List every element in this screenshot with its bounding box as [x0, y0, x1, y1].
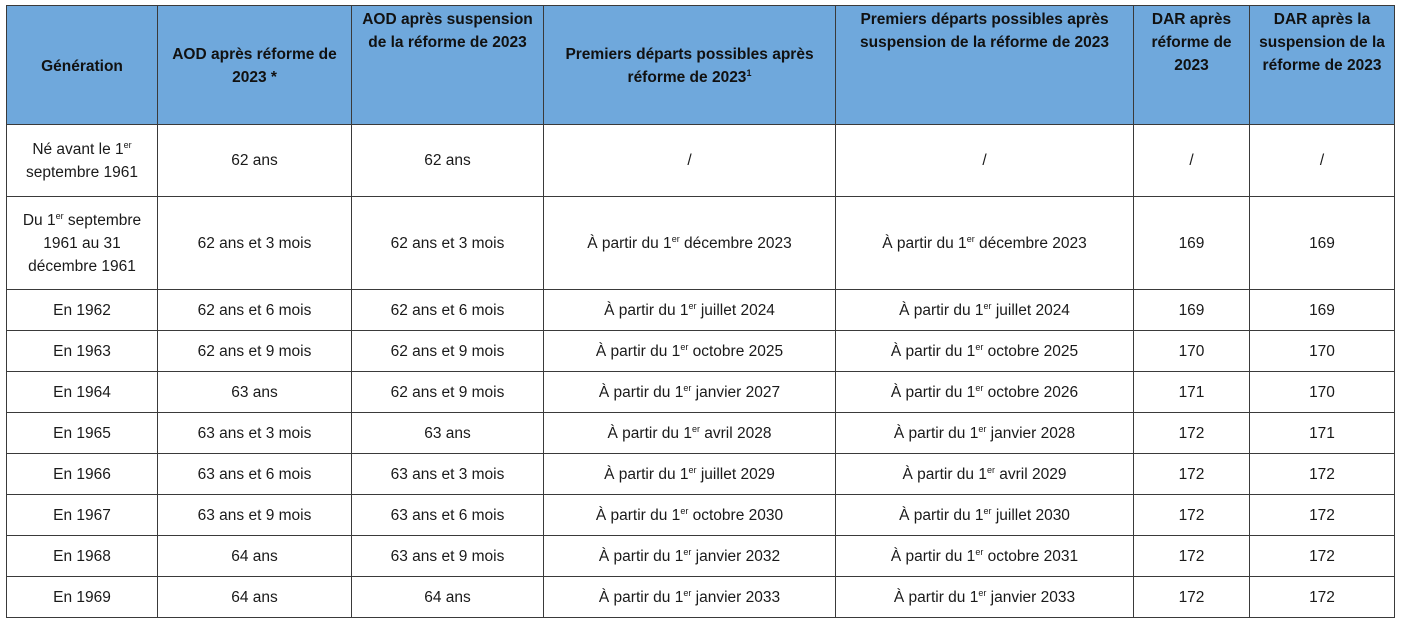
cell-departs-suspension	[836, 454, 1134, 495]
cell-departs-suspension	[836, 331, 1134, 372]
cell-text-sup: er	[966, 233, 975, 244]
cell-generation	[7, 577, 158, 618]
cell-generation	[7, 331, 158, 372]
table-body	[7, 125, 1395, 618]
cell-dar-suspension: 172	[1250, 454, 1395, 495]
cell-aod-reforme: 62 ans et 9 mois	[158, 331, 352, 372]
cell-departs-reforme	[544, 413, 836, 454]
cell-dar-suspension: /	[1250, 125, 1395, 197]
cell-text-post: décembre 2023	[679, 234, 792, 252]
cell-dar-reforme: 169	[1134, 290, 1250, 331]
cell-text-post: octobre 2025	[688, 342, 784, 360]
cell-text-pre: En 1963	[53, 342, 111, 360]
cell-aod-reforme: 63 ans et 6 mois	[158, 454, 352, 495]
cell-dar-reforme: 170	[1134, 331, 1250, 372]
cell-dar-suspension: 170	[1250, 331, 1395, 372]
cell-generation	[7, 125, 158, 197]
cell-dar-suspension: 169	[1250, 197, 1395, 290]
cell-text-pre: À partir du 1	[893, 424, 979, 442]
cell-text-pre: En 1962	[53, 301, 111, 319]
cell-dar-suspension: 171	[1250, 413, 1395, 454]
table-row	[7, 372, 1395, 413]
cell-departs-suspension	[836, 413, 1134, 454]
header-row	[7, 6, 1395, 125]
cell-text-pre: En 1968	[53, 547, 111, 565]
cell-text-pre: À partir du 1	[607, 424, 692, 442]
cell-text-sup: er	[975, 382, 984, 393]
cell-text-post: janvier 2028	[986, 424, 1076, 442]
table-row	[7, 197, 1395, 290]
cell-aod-reforme: 62 ans	[158, 125, 352, 197]
cell-departs-reforme	[544, 454, 836, 495]
cell-generation	[7, 197, 158, 290]
cell-generation	[7, 290, 158, 331]
cell-departs-reforme	[544, 197, 836, 290]
cell-text-post: octobre 2030	[688, 506, 784, 524]
footnote-marker: 1	[746, 67, 752, 78]
cell-aod-reforme: 63 ans	[158, 372, 352, 413]
cell-text-post: septembre 1961 au 31 décembre 1961	[28, 211, 142, 275]
table-row	[7, 536, 1395, 577]
cell-dar-suspension: 172	[1250, 495, 1395, 536]
cell-text-pre: En 1964	[53, 383, 111, 401]
cell-departs-reforme	[544, 577, 836, 618]
cell-text-pre: À partir du 1	[899, 506, 984, 524]
cell-dar-suspension: 172	[1250, 577, 1395, 618]
retirement-table	[6, 5, 1395, 618]
cell-text-pre: En 1965	[53, 424, 111, 442]
cell-aod-suspension: 62 ans et 3 mois	[352, 197, 544, 290]
cell-text-sup: er	[683, 546, 692, 557]
cell-dar-reforme: 172	[1134, 413, 1250, 454]
cell-text-pre: À partir du 1	[587, 234, 672, 252]
table-row	[7, 290, 1395, 331]
cell-aod-reforme: 64 ans	[158, 536, 352, 577]
header-dar-reforme: DAR après réforme de 2023	[1134, 6, 1250, 125]
cell-text-sup: er	[55, 210, 64, 221]
cell-aod-suspension: 63 ans et 9 mois	[352, 536, 544, 577]
cell-aod-suspension: 63 ans	[352, 413, 544, 454]
cell-text-sup: er	[691, 423, 700, 434]
cell-aod-reforme: 62 ans et 6 mois	[158, 290, 352, 331]
cell-text-post: avril 2028	[699, 424, 772, 442]
cell-departs-suspension	[836, 536, 1134, 577]
cell-dar-reforme: /	[1134, 125, 1250, 197]
cell-text-pre: À partir du 1	[890, 383, 976, 401]
cell-text-pre: À partir du 1	[902, 465, 987, 483]
cell-text-pre: Né avant le 1	[32, 140, 124, 158]
cell-dar-reforme: 172	[1134, 577, 1250, 618]
cell-aod-suspension: 64 ans	[352, 577, 544, 618]
cell-departs-reforme	[544, 495, 836, 536]
cell-generation	[7, 454, 158, 495]
cell-aod-suspension: 62 ans et 6 mois	[352, 290, 544, 331]
cell-text-sup: er	[688, 300, 697, 311]
header-aod-suspension: AOD après suspension de la réforme de 2023	[352, 6, 544, 125]
cell-text-pre: À partir du 1	[604, 301, 689, 319]
cell-text-post: juillet 2024	[991, 301, 1070, 319]
header-aod-reforme: AOD après réforme de 2023 *	[158, 6, 352, 125]
cell-text-sup: er	[683, 587, 692, 598]
cell-departs-suspension	[836, 577, 1134, 618]
table-row	[7, 577, 1395, 618]
table-row	[7, 331, 1395, 372]
cell-text-pre: À partir du 1	[893, 588, 979, 606]
cell-departs-suspension	[836, 495, 1134, 536]
cell-dar-reforme: 172	[1134, 495, 1250, 536]
cell-text-post: juillet 2030	[991, 506, 1070, 524]
cell-text-post: janvier 2033	[986, 588, 1076, 606]
cell-text-post: janvier 2032	[691, 547, 781, 565]
cell-text-sup: er	[975, 341, 984, 352]
cell-text-pre: /	[687, 152, 692, 169]
cell-text-post: septembre 1961	[25, 163, 139, 181]
cell-text-sup: er	[680, 505, 689, 516]
header-departs-reforme-text: Premiers départs possibles après réforme de 2023	[565, 46, 814, 86]
cell-aod-suspension: 63 ans et 3 mois	[352, 454, 544, 495]
cell-text-post: octobre 2025	[983, 342, 1079, 360]
table-row	[7, 454, 1395, 495]
cell-dar-suspension: 170	[1250, 372, 1395, 413]
header-generation: Génération	[7, 6, 158, 125]
cell-departs-reforme	[544, 536, 836, 577]
cell-text-post: janvier 2027	[691, 383, 781, 401]
cell-text-post: avril 2029	[994, 465, 1067, 483]
cell-text-pre: À partir du 1	[598, 547, 684, 565]
cell-text-sup: er	[671, 233, 680, 244]
cell-text-pre: En 1969	[53, 588, 111, 606]
cell-text-pre: À partir du 1	[595, 342, 681, 360]
cell-text-post: décembre 2023	[974, 234, 1087, 252]
cell-text-post: juillet 2024	[696, 301, 775, 319]
cell-aod-reforme: 63 ans et 3 mois	[158, 413, 352, 454]
cell-text-sup: er	[975, 546, 984, 557]
cell-departs-reforme	[544, 290, 836, 331]
cell-text-sup: er	[978, 423, 987, 434]
cell-text-pre: À partir du 1	[598, 383, 684, 401]
cell-text-pre: /	[982, 152, 987, 169]
cell-generation	[7, 536, 158, 577]
cell-text-pre: En 1967	[53, 506, 111, 524]
cell-text-sup: er	[680, 341, 689, 352]
cell-departs-suspension	[836, 372, 1134, 413]
cell-text-pre: Du 1	[22, 211, 56, 229]
cell-departs-suspension	[836, 125, 1134, 197]
cell-aod-reforme: 63 ans et 9 mois	[158, 495, 352, 536]
cell-text-sup: er	[986, 464, 995, 475]
cell-aod-reforme: 64 ans	[158, 577, 352, 618]
cell-text-sup: er	[123, 139, 132, 150]
cell-dar-suspension: 169	[1250, 290, 1395, 331]
cell-departs-reforme	[544, 372, 836, 413]
cell-text-pre: À partir du 1	[595, 506, 681, 524]
cell-text-post: janvier 2033	[691, 588, 781, 606]
cell-text-sup: er	[978, 587, 987, 598]
header-dar-suspension: DAR après la suspension de la réforme de 2023	[1250, 6, 1395, 125]
table-row	[7, 495, 1395, 536]
cell-text-pre: À partir du 1	[882, 234, 967, 252]
table-row	[7, 125, 1395, 197]
cell-text-pre: À partir du 1	[598, 588, 684, 606]
header-departs-suspension: Premiers départs possibles après suspension de la réforme de 2023	[836, 6, 1134, 125]
cell-aod-suspension: 63 ans et 6 mois	[352, 495, 544, 536]
cell-text-sup: er	[683, 382, 692, 393]
cell-dar-suspension: 172	[1250, 536, 1395, 577]
cell-text-sup: er	[688, 464, 697, 475]
cell-text-post: octobre 2026	[983, 383, 1079, 401]
cell-generation	[7, 413, 158, 454]
cell-text-pre: À partir du 1	[899, 301, 984, 319]
cell-text-sup: er	[983, 300, 992, 311]
cell-aod-suspension: 62 ans	[352, 125, 544, 197]
header-departs-reforme	[544, 6, 836, 125]
cell-text-post: octobre 2031	[983, 547, 1079, 565]
cell-generation	[7, 372, 158, 413]
cell-departs-reforme	[544, 331, 836, 372]
cell-departs-suspension	[836, 290, 1134, 331]
cell-generation	[7, 495, 158, 536]
table-row	[7, 413, 1395, 454]
cell-dar-reforme: 171	[1134, 372, 1250, 413]
cell-departs-suspension	[836, 197, 1134, 290]
cell-text-pre: À partir du 1	[890, 342, 976, 360]
cell-text-sup: er	[983, 505, 992, 516]
cell-text-pre: À partir du 1	[890, 547, 976, 565]
cell-text-pre: En 1966	[53, 465, 111, 483]
cell-dar-reforme: 172	[1134, 454, 1250, 495]
cell-text-pre: À partir du 1	[604, 465, 689, 483]
cell-text-post: juillet 2029	[696, 465, 775, 483]
cell-aod-suspension: 62 ans et 9 mois	[352, 331, 544, 372]
cell-departs-reforme	[544, 125, 836, 197]
cell-dar-reforme: 169	[1134, 197, 1250, 290]
cell-aod-suspension: 62 ans et 9 mois	[352, 372, 544, 413]
cell-aod-reforme: 62 ans et 3 mois	[158, 197, 352, 290]
cell-dar-reforme: 172	[1134, 536, 1250, 577]
